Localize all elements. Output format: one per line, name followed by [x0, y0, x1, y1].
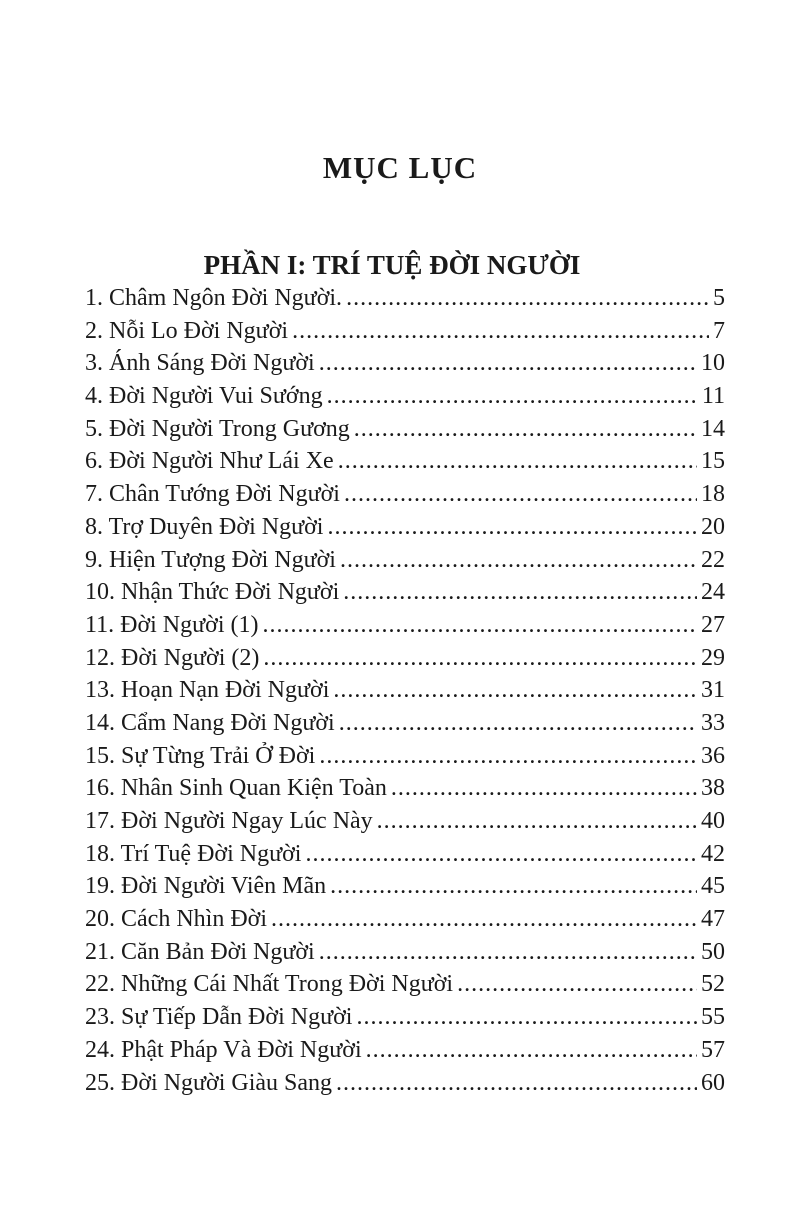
toc-entry	[85, 282, 725, 315]
toc-dot-leader	[339, 707, 697, 740]
toc-entry	[85, 511, 725, 544]
toc-entry-page-number: 29	[701, 644, 725, 671]
toc-entry	[85, 413, 725, 446]
toc-entry-page-number: 15	[701, 448, 725, 475]
toc-entry-title: 8. Trợ Duyên Đời Người	[85, 513, 324, 540]
toc-entry-page-number: 18	[701, 481, 725, 508]
toc-entry	[85, 772, 725, 805]
toc-entry-title: 4. Đời Người Vui Sướng	[85, 383, 323, 410]
toc-dot-leader	[356, 1001, 697, 1034]
toc-entry-title: 10. Nhận Thức Đời Người	[85, 579, 340, 606]
toc-entry-title: 3. Ánh Sáng Đời Người	[85, 350, 315, 377]
toc-entry	[85, 1001, 725, 1034]
toc-entry-title: 2. Nỗi Lo Đời Người	[85, 317, 289, 344]
toc-entry	[85, 315, 725, 348]
toc-entry-page-number: 45	[701, 873, 725, 900]
toc-dot-leader	[391, 772, 697, 805]
toc-entry-page-number: 36	[701, 742, 725, 769]
toc-entry-title: 16. Nhân Sinh Quan Kiện Toàn	[85, 775, 387, 802]
toc-entry-title: 14. Cẩm Nang Đời Người	[85, 709, 335, 736]
toc-entry-title: 17. Đời Người Ngay Lúc Này	[85, 808, 373, 834]
toc-entry	[85, 576, 725, 609]
toc-entry-page-number: 31	[701, 677, 725, 704]
toc-entry	[85, 642, 725, 675]
toc-entry-title: 5. Đời Người Trong Gương	[85, 415, 350, 442]
toc-entry-page-number: 60	[701, 1069, 725, 1096]
toc-dot-leader	[338, 445, 697, 478]
toc-dot-leader	[340, 544, 697, 577]
toc-entry-page-number: 38	[701, 775, 725, 802]
toc-dot-leader	[327, 380, 698, 413]
toc-entry-page-number: 50	[701, 938, 725, 965]
toc-dot-leader	[330, 870, 697, 903]
toc-entry	[85, 805, 725, 838]
page-title: MỤC LỤC	[322, 150, 478, 185]
toc-entry	[85, 936, 725, 969]
toc-entry-page-number: 5	[713, 285, 725, 311]
toc-entry-page-number: 27	[701, 611, 725, 638]
toc-entry	[85, 544, 725, 577]
toc-entry-page-number: 55	[701, 1004, 725, 1031]
toc-entry-page-number: 22	[701, 546, 725, 573]
toc-entry	[85, 609, 725, 642]
section-heading: PHẦN I: TRÍ TUỆ ĐỜI NGƯỜI	[203, 250, 581, 280]
toc-entry-title: 12. Đời Người (2)	[85, 644, 260, 671]
toc-dot-leader	[366, 1034, 697, 1067]
toc-dot-leader	[377, 805, 697, 838]
toc-entry-page-number: 57	[701, 1036, 725, 1063]
toc-dot-leader	[271, 903, 697, 936]
toc-entry-title: 1. Châm Ngôn Đời Người.	[85, 285, 343, 311]
toc-dot-leader	[262, 609, 697, 642]
table-of-contents	[85, 282, 725, 1099]
toc-entry-page-number: 52	[701, 971, 725, 998]
toc-entry-title: 19. Đời Người Viên Mãn	[85, 873, 327, 900]
toc-entry-title: 11. Đời Người (1)	[85, 611, 259, 638]
toc-dot-leader	[336, 1067, 697, 1100]
toc-dot-leader	[333, 674, 697, 707]
toc-entry-title: 22. Những Cái Nhất Trong Đời Người	[85, 971, 454, 998]
toc-entry	[85, 1067, 725, 1100]
toc-entry-title: 20. Cách Nhìn Đời	[85, 906, 268, 933]
toc-dot-leader	[457, 968, 697, 1001]
toc-entry-page-number: 33	[701, 709, 725, 736]
toc-entry	[85, 445, 725, 478]
toc-entry	[85, 380, 725, 413]
toc-entry-title: 24. Phật Pháp Và Đời Người	[85, 1036, 362, 1063]
toc-dot-leader	[319, 347, 697, 380]
toc-entry	[85, 707, 725, 740]
toc-dot-leader	[344, 478, 697, 511]
toc-entry-page-number: 24	[701, 579, 725, 606]
toc-entry-title: 7. Chân Tướng Đời Người	[85, 481, 340, 508]
toc-dot-leader	[292, 315, 709, 348]
toc-entry-page-number: 10	[701, 350, 725, 377]
toc-entry-title: 25. Đời Người Giàu Sang	[85, 1069, 333, 1096]
toc-dot-leader	[319, 936, 697, 969]
toc-entry	[85, 870, 725, 903]
toc-entry	[85, 838, 725, 871]
toc-dot-leader	[319, 740, 697, 773]
toc-entry-page-number: 20	[701, 513, 725, 540]
toc-entry-title: 21. Căn Bản Đời Người	[85, 938, 315, 965]
toc-dot-leader	[346, 282, 709, 315]
toc-entry	[85, 674, 725, 707]
toc-entry-title: 13. Hoạn Nạn Đời Người	[85, 677, 330, 704]
toc-entry-title: 6. Đời Người Như Lái Xe	[85, 448, 334, 475]
toc-dot-leader	[327, 511, 697, 544]
toc-dot-leader	[343, 576, 697, 609]
toc-entry	[85, 1034, 725, 1067]
toc-entry-page-number: 14	[701, 415, 725, 442]
toc-entry-page-number: 40	[701, 808, 725, 834]
toc-entry-page-number: 7	[713, 317, 725, 344]
toc-entry	[85, 903, 725, 936]
toc-entry	[85, 347, 725, 380]
toc-dot-leader	[263, 642, 697, 675]
toc-entry-page-number: 11	[701, 383, 725, 410]
toc-entry	[85, 740, 725, 773]
toc-entry-title: 9. Hiện Tượng Đời Người	[85, 546, 336, 573]
toc-entry-page-number: 42	[701, 840, 725, 867]
toc-entry-page-number: 47	[701, 906, 725, 933]
toc-entry-title: 15. Sự Từng Trải Ở Đời	[85, 742, 316, 769]
toc-entry	[85, 968, 725, 1001]
toc-entry	[85, 478, 725, 511]
toc-entry-title: 18. Trí Tuệ Đời Người	[85, 840, 302, 867]
toc-dot-leader	[354, 413, 697, 446]
toc-entry-title: 23. Sự Tiếp Dẫn Đời Người	[85, 1004, 353, 1031]
toc-dot-leader	[305, 838, 697, 871]
